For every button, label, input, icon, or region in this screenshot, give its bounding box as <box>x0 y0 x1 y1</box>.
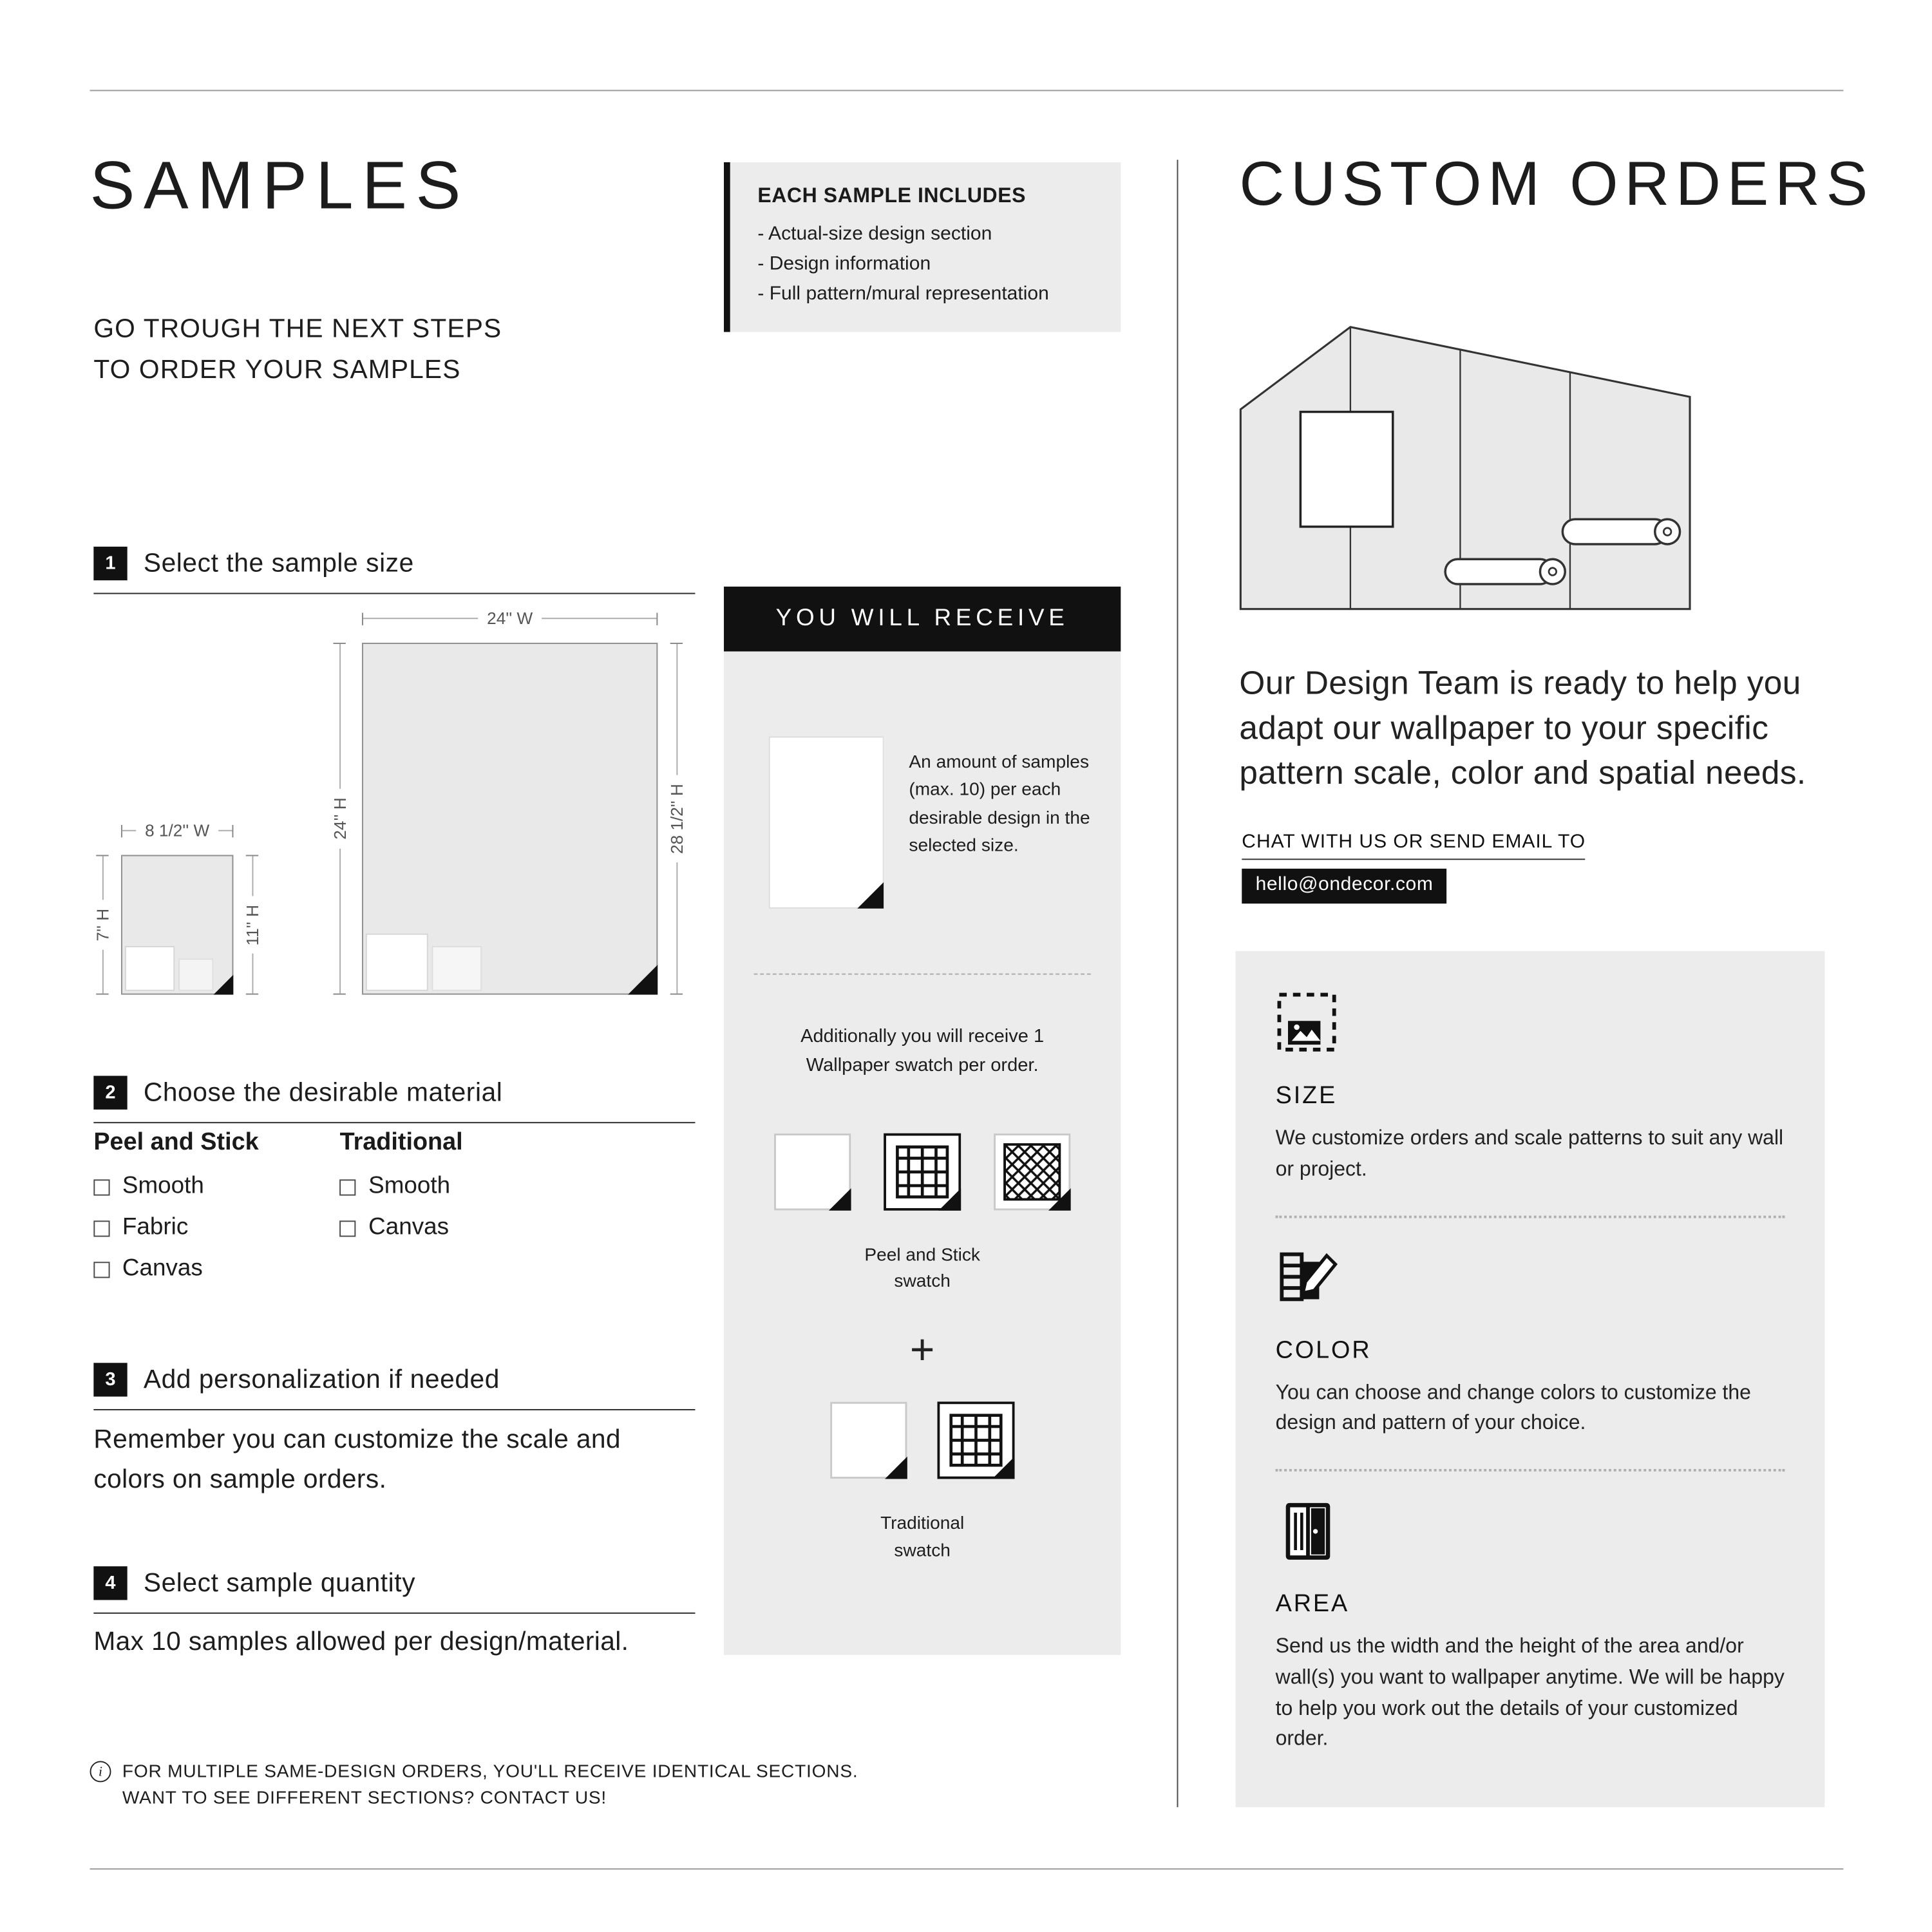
option-label: Smooth <box>122 1173 204 1200</box>
swatch-label-line: swatch <box>894 1272 951 1293</box>
step-2-header <box>93 1076 695 1124</box>
size-selection-icon <box>1276 991 1341 1056</box>
top-rule <box>90 90 1844 91</box>
dotted-divider <box>1276 1469 1785 1472</box>
step-4-text: Max 10 samples allowed per design/material. <box>93 1627 629 1656</box>
checkbox-peel-smooth[interactable] <box>93 1179 109 1195</box>
step-number-badge: 2 <box>93 1076 127 1110</box>
custom-intro-text: Our Design Team is ready to help you adapt our wallpaper to your specific pattern scale, color and spatial needs. <box>1239 664 1806 791</box>
dimension-height-large-right <box>668 643 685 995</box>
material-title: Peel and Stick <box>93 1128 259 1156</box>
footnote-text: FOR MULTIPLE SAME-DESIGN ORDERS, YOU'LL RECEIVE IDENTICAL SECTIONS. WANT TO SEE DIFFERENT SECTIONS? CONTACT US! <box>122 1762 858 1809</box>
feature-name: AREA <box>1275 1589 1350 1618</box>
dimension-height-small-left <box>93 855 111 995</box>
color-swatches-icon <box>1276 1245 1341 1310</box>
small-sample-illustration <box>121 855 233 995</box>
crosshatch-swatch-icon <box>994 1133 1071 1210</box>
step-label: Choose the desirable material <box>143 1077 503 1107</box>
large-sample-illustration <box>362 643 658 995</box>
sample-includes-box <box>724 162 1121 332</box>
step-label: Select the sample size <box>143 548 414 578</box>
wallpaper-roll-icon <box>1562 519 1680 544</box>
step-4-header <box>93 1566 695 1614</box>
peel-swatch-row <box>774 1133 1071 1210</box>
chat-label: CHAT WITH US OR SEND EMAIL TO <box>1242 831 1586 860</box>
blank-swatch-icon <box>774 1133 851 1210</box>
material-option <box>340 1215 463 1242</box>
dimension-label: 24'' H <box>330 797 349 840</box>
sample-sheet-icon <box>769 734 884 911</box>
blank-swatch-icon <box>830 1401 907 1479</box>
step-label: Select sample quantity <box>143 1568 416 1597</box>
step-number-badge: 3 <box>93 1363 127 1396</box>
swatch-label-line: swatch <box>894 1540 951 1561</box>
additional-swatch-text: Additionally you will receive 1 Wallpaper swatch per order. <box>800 1026 1045 1077</box>
step-3-text: Remember you can customize the scale and colors on sample orders. <box>93 1425 621 1493</box>
traditional-swatch-row <box>830 1401 1015 1479</box>
dotted-divider <box>1276 1215 1785 1218</box>
feature-text: Send us the width and the height of the area and/or wall(s) you want to wallpaper anytime. We will be happy to help you work out the details of your customized order. <box>1275 1634 1785 1750</box>
dimension-height-large-left <box>331 643 348 995</box>
step-3-header <box>93 1363 695 1410</box>
wallpapered-wall-illustration <box>1236 322 1700 621</box>
email-link[interactable]: hello@ondecor.com <box>1242 869 1446 904</box>
peel-swatch-label <box>864 1242 980 1296</box>
feature-text: You can choose and change colors to customize the design and pattern of your choice. <box>1275 1381 1751 1435</box>
info-icon: i <box>90 1761 111 1782</box>
grid-swatch-icon <box>884 1133 961 1210</box>
option-label: Smooth <box>368 1173 451 1200</box>
dimension-label: 7'' H <box>93 908 112 942</box>
wall-area-icon <box>1276 1499 1341 1564</box>
material-option <box>93 1173 258 1201</box>
checkbox-traditional-smooth[interactable] <box>340 1179 356 1195</box>
custom-features-panel <box>1236 951 1825 1807</box>
chat-label-wrap <box>1242 831 1586 860</box>
grid-swatch-icon <box>937 1401 1014 1479</box>
plus-icon: + <box>909 1327 935 1374</box>
dimension-height-small-right <box>243 855 261 995</box>
dashed-divider <box>754 974 1091 975</box>
column-divider <box>1177 160 1179 1807</box>
samples-intro <box>93 310 502 391</box>
dimension-label: 11'' H <box>242 904 262 945</box>
footnote <box>90 1760 889 1812</box>
step-number-badge: 1 <box>93 547 127 580</box>
feature-name: SIZE <box>1275 1082 1338 1110</box>
email-wrap <box>1242 869 1446 904</box>
you-will-receive-panel <box>724 587 1121 1655</box>
material-title: Traditional <box>339 1128 463 1156</box>
step-1-header <box>93 547 695 594</box>
material-options <box>93 1128 462 1297</box>
checkbox-traditional-canvas[interactable] <box>340 1220 356 1236</box>
swatch-square <box>432 946 482 991</box>
swatch-square <box>366 934 428 991</box>
folded-corner-icon <box>628 965 658 995</box>
receive-header: YOU WILL RECEIVE <box>724 587 1121 652</box>
samples-title: SAMPLES <box>90 148 469 223</box>
receive-body <box>724 652 1121 1655</box>
intro-line: TO ORDER YOUR SAMPLES <box>93 355 461 384</box>
folded-corner-icon <box>213 975 233 995</box>
dimension-width-small <box>121 821 233 840</box>
swatch-label-line: Peel and Stick <box>864 1245 980 1265</box>
samples-amount-row <box>754 734 1091 911</box>
option-label: Canvas <box>122 1255 203 1282</box>
option-label: Fabric <box>122 1214 189 1241</box>
step-label: Add personalization if needed <box>143 1365 500 1394</box>
swatch-square <box>125 946 175 991</box>
samples-amount-text: An amount of samples (max. 10) per each desirable design in the selected size. <box>909 752 1090 857</box>
includes-item: - Actual-size design section <box>757 223 992 245</box>
dimension-width-large <box>362 609 658 628</box>
sample-size-diagram <box>93 599 695 1011</box>
material-column-traditional <box>340 1128 463 1297</box>
intro-line: GO TROUGH THE NEXT STEPS <box>93 314 502 343</box>
includes-item: - Full pattern/mural representation <box>757 283 1049 305</box>
checkbox-peel-canvas[interactable] <box>93 1261 109 1277</box>
feature-name: COLOR <box>1275 1336 1372 1364</box>
checkbox-peel-fabric[interactable] <box>93 1220 109 1236</box>
dimension-label: 28 1/2'' H <box>667 783 686 854</box>
step-number-badge: 4 <box>93 1566 127 1600</box>
swatch-label-line: Traditional <box>880 1513 965 1534</box>
dimension-label: 24'' W <box>487 609 533 628</box>
material-option <box>93 1256 258 1283</box>
material-option <box>93 1215 258 1242</box>
option-label: Canvas <box>368 1214 450 1241</box>
custom-orders-title: CUSTOM ORDERS <box>1239 148 1874 219</box>
dimension-label: 8 1/2'' W <box>145 821 210 840</box>
material-option <box>340 1173 463 1201</box>
feature-text: We customize orders and scale patterns to suit any wall or project. <box>1275 1126 1784 1180</box>
includes-title: EACH SAMPLE INCLUDES <box>757 184 1027 207</box>
includes-item: - Design information <box>757 253 931 275</box>
swatch-square <box>178 958 213 990</box>
traditional-swatch-label <box>880 1511 964 1566</box>
bottom-rule <box>90 1868 1844 1870</box>
wallpaper-roll-icon <box>1445 559 1565 584</box>
material-column-peel-and-stick <box>93 1128 258 1297</box>
